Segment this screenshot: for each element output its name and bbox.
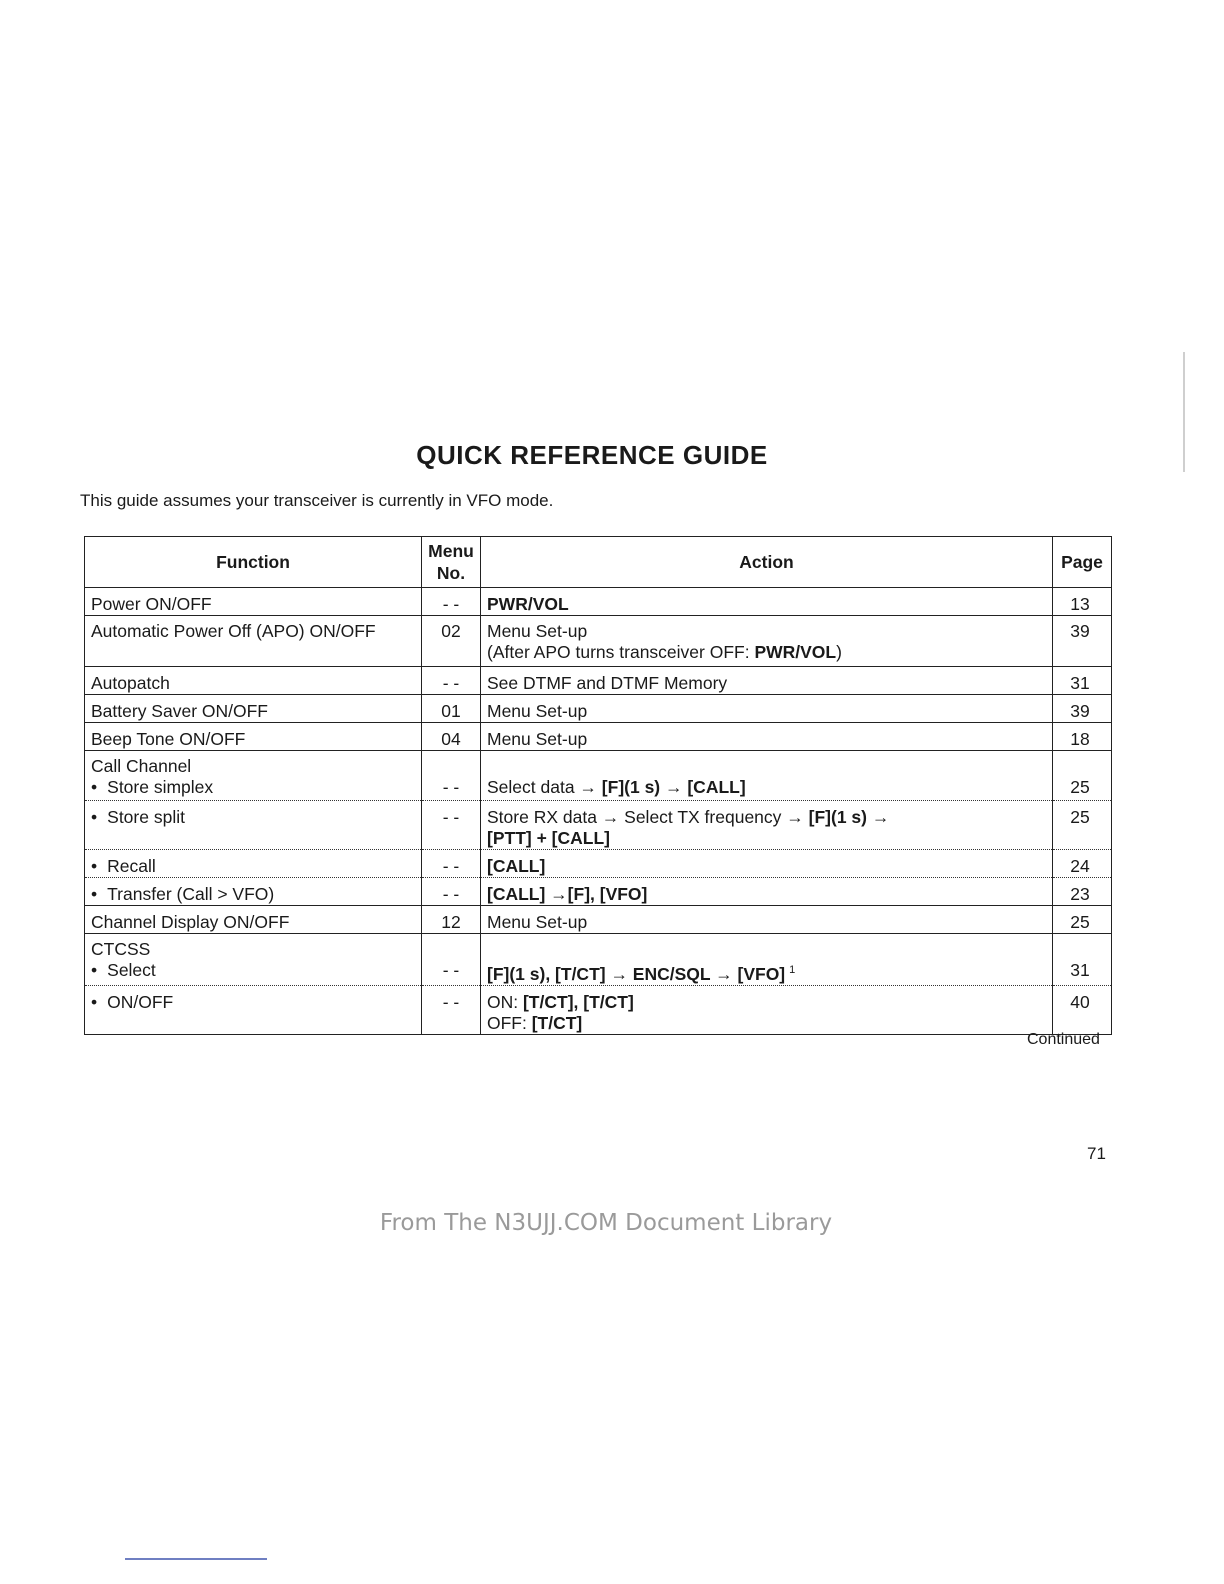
menu-cell: - - — [422, 801, 481, 850]
header-action: Action — [481, 537, 1053, 588]
function-cell — [85, 777, 422, 801]
table-row — [85, 723, 1112, 751]
bullet-item: • Store simplex — [91, 777, 213, 797]
empty-cell — [422, 934, 481, 961]
menu-cell: 04 — [422, 723, 481, 751]
bullet-item: • Select — [91, 960, 156, 980]
quick-reference-table — [84, 536, 1112, 1035]
action-key: [F](1 s) → — [808, 807, 890, 827]
table-header-row — [85, 537, 1112, 588]
menu-cell: - - — [422, 960, 481, 985]
page-title: QUICK REFERENCE GUIDE — [416, 440, 768, 470]
action-cell: PWR/VOL — [481, 588, 1053, 616]
menu-cell: 12 — [422, 906, 481, 934]
action-cell: Menu Set-up — [481, 906, 1053, 934]
table-row — [85, 906, 1112, 934]
menu-cell: - - — [422, 667, 481, 695]
action-cell — [481, 801, 1053, 850]
action-key: [T/CT] — [531, 1012, 583, 1033]
page-cell: 25 — [1053, 801, 1112, 850]
action-text: (After APO turns transceiver OFF: — [487, 642, 755, 662]
intro-text: This guide assumes your transceiver is currently in VFO mode. — [80, 491, 554, 510]
header-function: Function — [85, 537, 422, 588]
action-cell: See DTMF and DTMF Memory — [481, 667, 1053, 695]
menu-cell: - - — [422, 985, 481, 1034]
bullet-item: • ON/OFF — [91, 992, 173, 1012]
action-key: PWR/VOL — [754, 642, 837, 662]
empty-cell — [481, 934, 1053, 961]
function-cell: Beep Tone ON/OFF — [85, 723, 422, 751]
page-cell: 13 — [1053, 588, 1112, 616]
action-key: [T/CT], [T/CT] — [522, 991, 634, 1012]
action-line — [487, 807, 1046, 828]
action-line: Menu Set-up — [487, 621, 588, 641]
action-line — [487, 992, 1046, 1013]
action-cell — [481, 960, 1053, 985]
function-cell: Channel Display ON/OFF — [85, 906, 422, 934]
footnote-marker: 1 — [789, 964, 796, 976]
library-footer: From The N3UJJ.COM Document Library — [379, 1210, 833, 1236]
function-cell — [85, 850, 422, 878]
page-cell: 39 — [1053, 695, 1112, 723]
bullet-item: • Store split — [91, 807, 185, 827]
action-cell — [481, 985, 1053, 1034]
action-text: Store RX data → Select TX frequency → — [487, 807, 809, 827]
action-text: ) — [836, 642, 842, 662]
table-row — [85, 777, 1112, 801]
group-row — [85, 934, 1112, 961]
menu-cell: - - — [422, 878, 481, 906]
table-row — [85, 801, 1112, 850]
function-cell — [85, 960, 422, 985]
header-menu-line: Menu — [428, 541, 474, 561]
action-text: Select data → — [487, 777, 602, 797]
page-cell: 31 — [1053, 960, 1112, 985]
bottom-rule — [125, 1558, 267, 1560]
empty-cell — [1053, 934, 1112, 961]
page-cell: 31 — [1053, 667, 1112, 695]
action-cell: [CALL] →[F], [VFO] — [481, 878, 1053, 906]
function-cell — [85, 985, 422, 1034]
group-label: CTCSS — [85, 934, 422, 961]
function-cell: Automatic Power Off (APO) ON/OFF — [85, 616, 422, 667]
action-key: [F](1 s) → [CALL] — [601, 777, 746, 797]
empty-cell — [1053, 751, 1112, 778]
function-cell: Autopatch — [85, 667, 422, 695]
action-line — [487, 642, 1046, 663]
action-cell — [481, 616, 1053, 667]
table-row — [85, 588, 1112, 616]
page-cell: 25 — [1053, 777, 1112, 801]
action-cell — [481, 777, 1053, 801]
header-no-line: No. — [436, 563, 466, 583]
group-row — [85, 751, 1112, 778]
page-cell: 25 — [1053, 906, 1112, 934]
function-cell: Power ON/OFF — [85, 588, 422, 616]
header-menu-no — [422, 537, 481, 588]
action-cell: [CALL] — [481, 850, 1053, 878]
table-row — [85, 985, 1112, 1034]
action-text: OFF: — [487, 1012, 532, 1033]
header-page: Page — [1053, 537, 1112, 588]
page-number: 71 — [1087, 1144, 1106, 1163]
table-row — [85, 878, 1112, 906]
action-cell: Menu Set-up — [481, 695, 1053, 723]
menu-cell: - - — [422, 850, 481, 878]
action-line: [PTT] + [CALL] — [487, 828, 610, 848]
bullet-item: • Recall — [91, 856, 156, 876]
action-text: [F](1 s), [T/CT] → ENC/SQL → [VFO] — [487, 963, 786, 984]
menu-cell: - - — [422, 588, 481, 616]
table-row — [85, 667, 1112, 695]
page-cell: 40 — [1053, 985, 1112, 1034]
menu-cell: - - — [422, 777, 481, 801]
page-cell: 23 — [1053, 878, 1112, 906]
continued-note: Continued — [1027, 1031, 1100, 1048]
table-row — [85, 850, 1112, 878]
menu-cell: 02 — [422, 616, 481, 667]
action-line — [487, 1013, 1046, 1034]
group-label: Call Channel — [85, 751, 422, 778]
function-cell — [85, 878, 422, 906]
page-cell: 24 — [1053, 850, 1112, 878]
menu-cell: 01 — [422, 695, 481, 723]
function-cell — [85, 801, 422, 850]
function-cell: Battery Saver ON/OFF — [85, 695, 422, 723]
page-cell: 18 — [1053, 723, 1112, 751]
action-text: ON: — [487, 991, 523, 1012]
table-row — [85, 695, 1112, 723]
empty-cell — [422, 751, 481, 778]
page-cell: 39 — [1053, 616, 1112, 667]
empty-cell — [481, 751, 1053, 778]
table-row — [85, 616, 1112, 667]
table-row — [85, 960, 1112, 985]
action-cell: Menu Set-up — [481, 723, 1053, 751]
bullet-item: • Transfer (Call > VFO) — [91, 884, 274, 904]
